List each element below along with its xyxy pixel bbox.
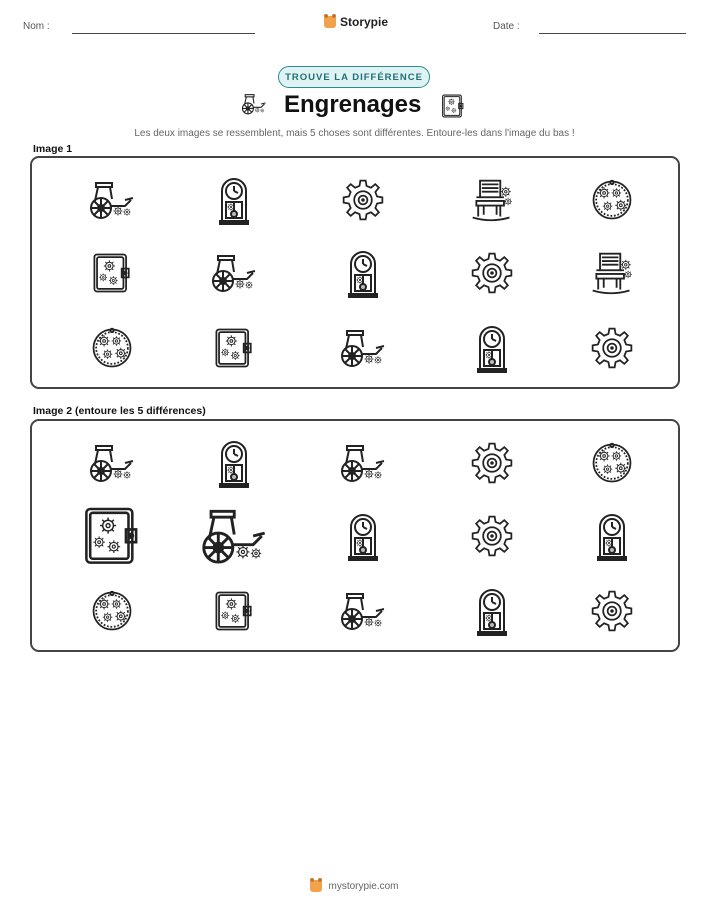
image1-frame <box>30 156 680 389</box>
title-tricycle-icon <box>238 93 270 115</box>
page-title: Engrenages <box>284 91 422 118</box>
bear-logo-icon <box>324 16 336 28</box>
instructions: Les deux images se ressemblent, mais 5 choses sont différentes. Entoure-les dans l'image du bas ! <box>134 128 575 139</box>
grandfather-clock-icon[interactable] <box>475 323 509 373</box>
grandfather-clock-icon[interactable] <box>346 511 380 561</box>
name-line[interactable] <box>72 33 255 34</box>
badge: TROUVE LA DIFFÉRENCE <box>278 66 430 88</box>
gear-icon[interactable] <box>470 441 514 485</box>
pocket-watch-icon[interactable] <box>90 589 134 633</box>
brand-logo <box>324 15 388 29</box>
date-line[interactable] <box>539 33 686 34</box>
brand-name: Storypie <box>340 15 389 29</box>
gear-book-icon[interactable] <box>212 324 256 372</box>
grandfather-clock-icon[interactable] <box>475 586 509 636</box>
pocket-watch-icon[interactable] <box>590 441 634 485</box>
gear-icon[interactable] <box>470 514 514 558</box>
gear-icon[interactable] <box>590 326 634 370</box>
gear-book-icon[interactable] <box>80 501 144 571</box>
grandfather-clock-icon[interactable] <box>346 248 380 298</box>
grandfather-clock-icon[interactable] <box>217 175 251 225</box>
gear-book-icon[interactable] <box>90 249 134 297</box>
bear-logo-icon <box>310 880 322 892</box>
gear-icon[interactable] <box>341 178 385 222</box>
image1-label: Image 1 <box>33 143 73 155</box>
tricycle-gear-icon[interactable] <box>87 443 137 483</box>
tricycle-gear-icon[interactable] <box>338 443 388 483</box>
image2-label: Image 2 (entoure les 5 différences) <box>33 405 206 417</box>
footer <box>0 880 709 892</box>
gear-book-icon[interactable] <box>212 587 256 635</box>
tricycle-gear-icon[interactable] <box>338 591 388 631</box>
footer-site: mystorypie.com <box>328 880 399 892</box>
image2-frame <box>30 419 680 652</box>
pocket-watch-icon[interactable] <box>90 326 134 370</box>
gear-icon[interactable] <box>470 251 514 295</box>
tricycle-gear-icon[interactable] <box>338 328 388 368</box>
grandfather-clock-icon[interactable] <box>595 511 629 561</box>
rocking-chair-gear-icon[interactable] <box>589 250 635 296</box>
tricycle-gear-icon[interactable] <box>198 507 271 565</box>
name-label: Nom : <box>23 21 50 32</box>
date-label: Date : <box>493 21 520 32</box>
grandfather-clock-icon[interactable] <box>217 438 251 488</box>
rocking-chair-gear-icon[interactable] <box>469 177 515 223</box>
title-gear-book-icon <box>440 93 466 119</box>
gear-icon[interactable] <box>590 589 634 633</box>
tricycle-gear-icon[interactable] <box>209 253 259 293</box>
pocket-watch-icon[interactable] <box>590 178 634 222</box>
tricycle-gear-icon[interactable] <box>87 180 137 220</box>
